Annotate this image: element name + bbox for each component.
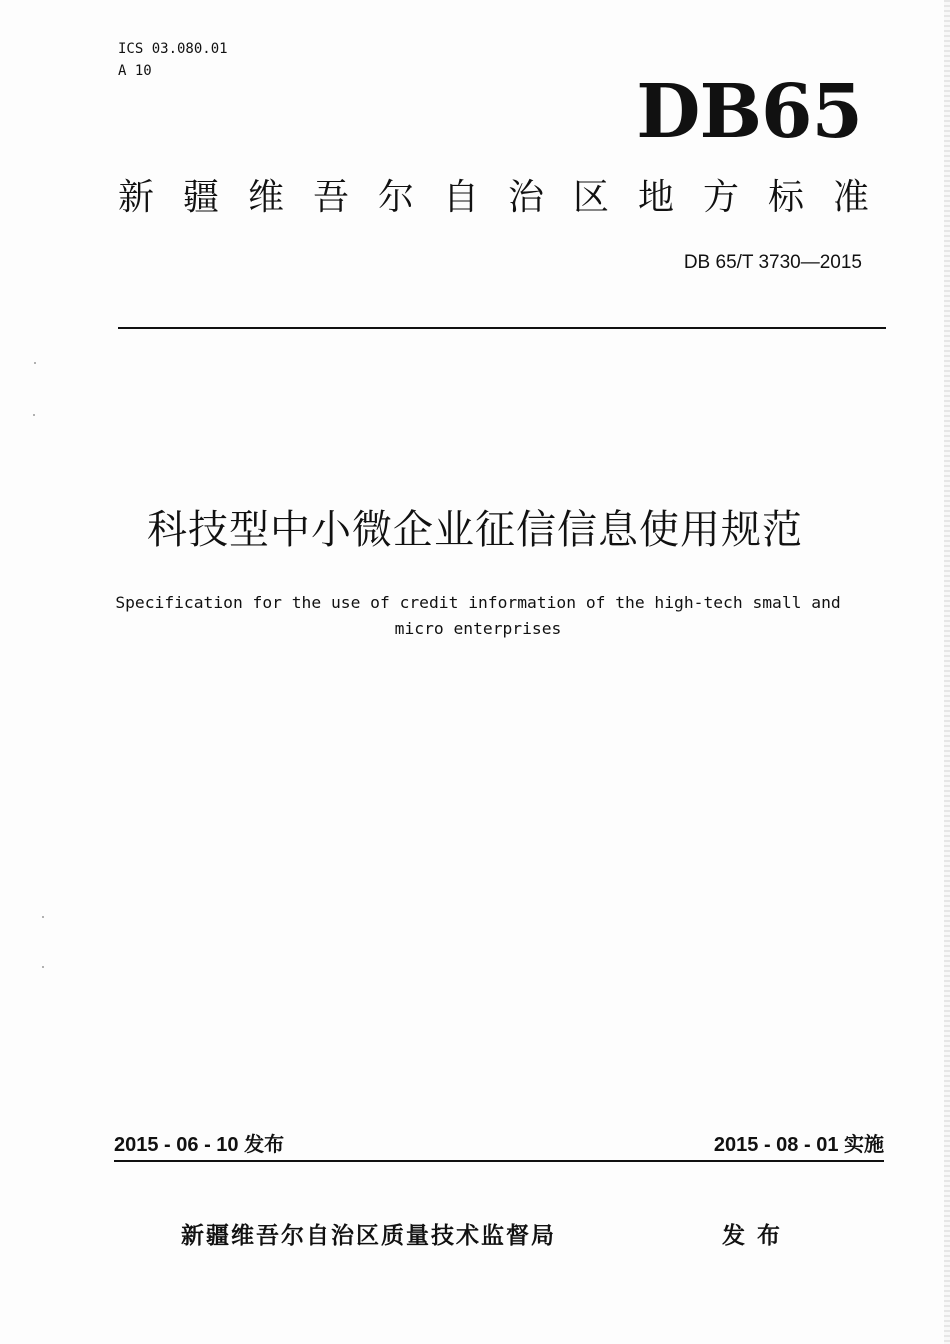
issuing-authority: 新疆维吾尔自治区质量技术监督局 xyxy=(181,1223,556,1249)
scan-speck xyxy=(34,362,36,364)
db-logo: DB65 xyxy=(636,69,862,155)
bottom-divider xyxy=(114,1160,884,1162)
standard-type-heading: 新疆维吾尔自治区地方标准 xyxy=(118,177,899,218)
issue-date: 2015 - 06 - 10 发布 xyxy=(114,1134,285,1156)
standard-code: DB 65/T 3730—2015 xyxy=(683,252,862,273)
effective-date: 2015 - 08 - 01 实施 xyxy=(713,1134,884,1156)
classification-block xyxy=(118,38,228,82)
top-divider xyxy=(118,327,886,329)
scan-speck xyxy=(33,414,35,416)
ccs-code: A 10 xyxy=(118,63,152,79)
scan-speck xyxy=(42,966,44,968)
ics-code: ICS 03.080.01 xyxy=(118,41,228,57)
document-title-chinese: 科技型中小微企业征信信息使用规范 xyxy=(147,507,803,553)
scan-speck xyxy=(42,916,44,918)
issue-label: 发布 xyxy=(722,1223,792,1249)
document-title-english: Specification for the use of credit information of the high-tech small and micro enterprises xyxy=(115,593,841,638)
scan-edge xyxy=(944,0,950,1344)
